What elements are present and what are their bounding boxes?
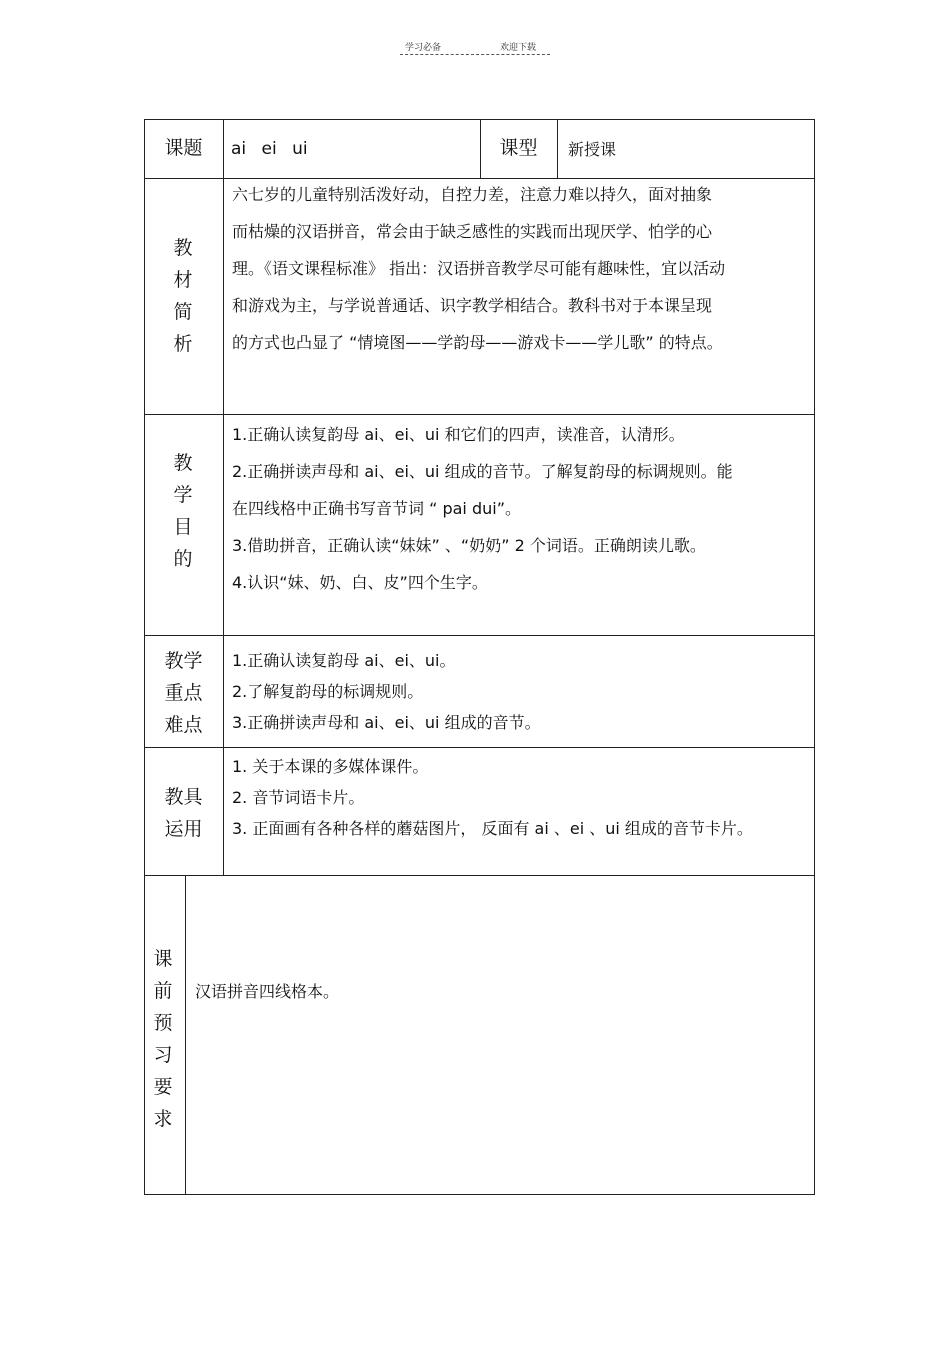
lesson-type-value: 新授课: [568, 140, 617, 159]
topic-label: 课题: [164, 137, 203, 159]
header-left-text: 学习必备: [405, 43, 442, 53]
topic-value: ai ei ui: [231, 139, 308, 159]
key-points-text: 1.正确认读复韵母 ai、ei、ui。 2.了解复韵母的标调规则。 3.正确拼读声母和 ai、ei、ui 组成的音节。: [232, 651, 541, 732]
tools-text: 1. 关于本课的多媒体课件。 2. 音节词语卡片。 3. 正面画有各种各样的蘑菇图片， 反面有 ai 、ei 、ui 组成的音节卡片。: [232, 757, 753, 838]
analysis-text: 六七岁的儿童特别活泼好动，自控力差，注意力难以持久，面对抽象 而枯燥的汉语拼音，常会由于缺乏感性的实践而出现厌学、怕学的心 理。《语文课程标准》 指出：汉语拼音教学尽可能有趣味性，宜以活动 和游戏为主，与学说普通话、识字教学相结合。教科书对于本课呈现 的方式也凸显了 “情境图——学韵母——游戏卡——学儿歌” 的特点。: [232, 185, 726, 352]
row-divider: [144, 635, 815, 636]
goals-label: 教 学 目 的: [173, 452, 193, 570]
goals-text: 1.正确认读复韵母 ai、ei、ui 和它们的四声，读准音，认清形。 2.正确拼读声母和 ai、ei、ui 组成的音节。了解复韵母的标调规则。能 在四线格中正确书写音节词 “ pai dui”。 3.借助拼音，正确认读“妹妹” 、“奶奶” 2 个词语。正确朗读儿歌。 4.认识“妹、奶、白、皮”四个生字。: [232, 425, 733, 592]
column-divider: [223, 119, 224, 875]
tools-label: 教具 运用: [164, 786, 203, 840]
column-divider: [557, 119, 558, 178]
header-right-text: 欢迎下载: [500, 43, 537, 53]
key-points-label: 教学 重点 难点: [164, 650, 203, 736]
preview-text: 汉语拼音四线格本。: [195, 982, 340, 1001]
row-divider: [144, 414, 815, 415]
lesson-type-label: 课型: [499, 137, 538, 159]
header-dashed-rule: [400, 54, 550, 55]
row-divider: [144, 747, 815, 748]
page-header: [400, 38, 550, 58]
column-divider: [185, 875, 186, 1195]
row-divider: [144, 875, 815, 876]
preview-label: 课 前 预 习 要 求: [153, 948, 173, 1130]
analysis-label: 教 材 简 析: [173, 237, 193, 355]
